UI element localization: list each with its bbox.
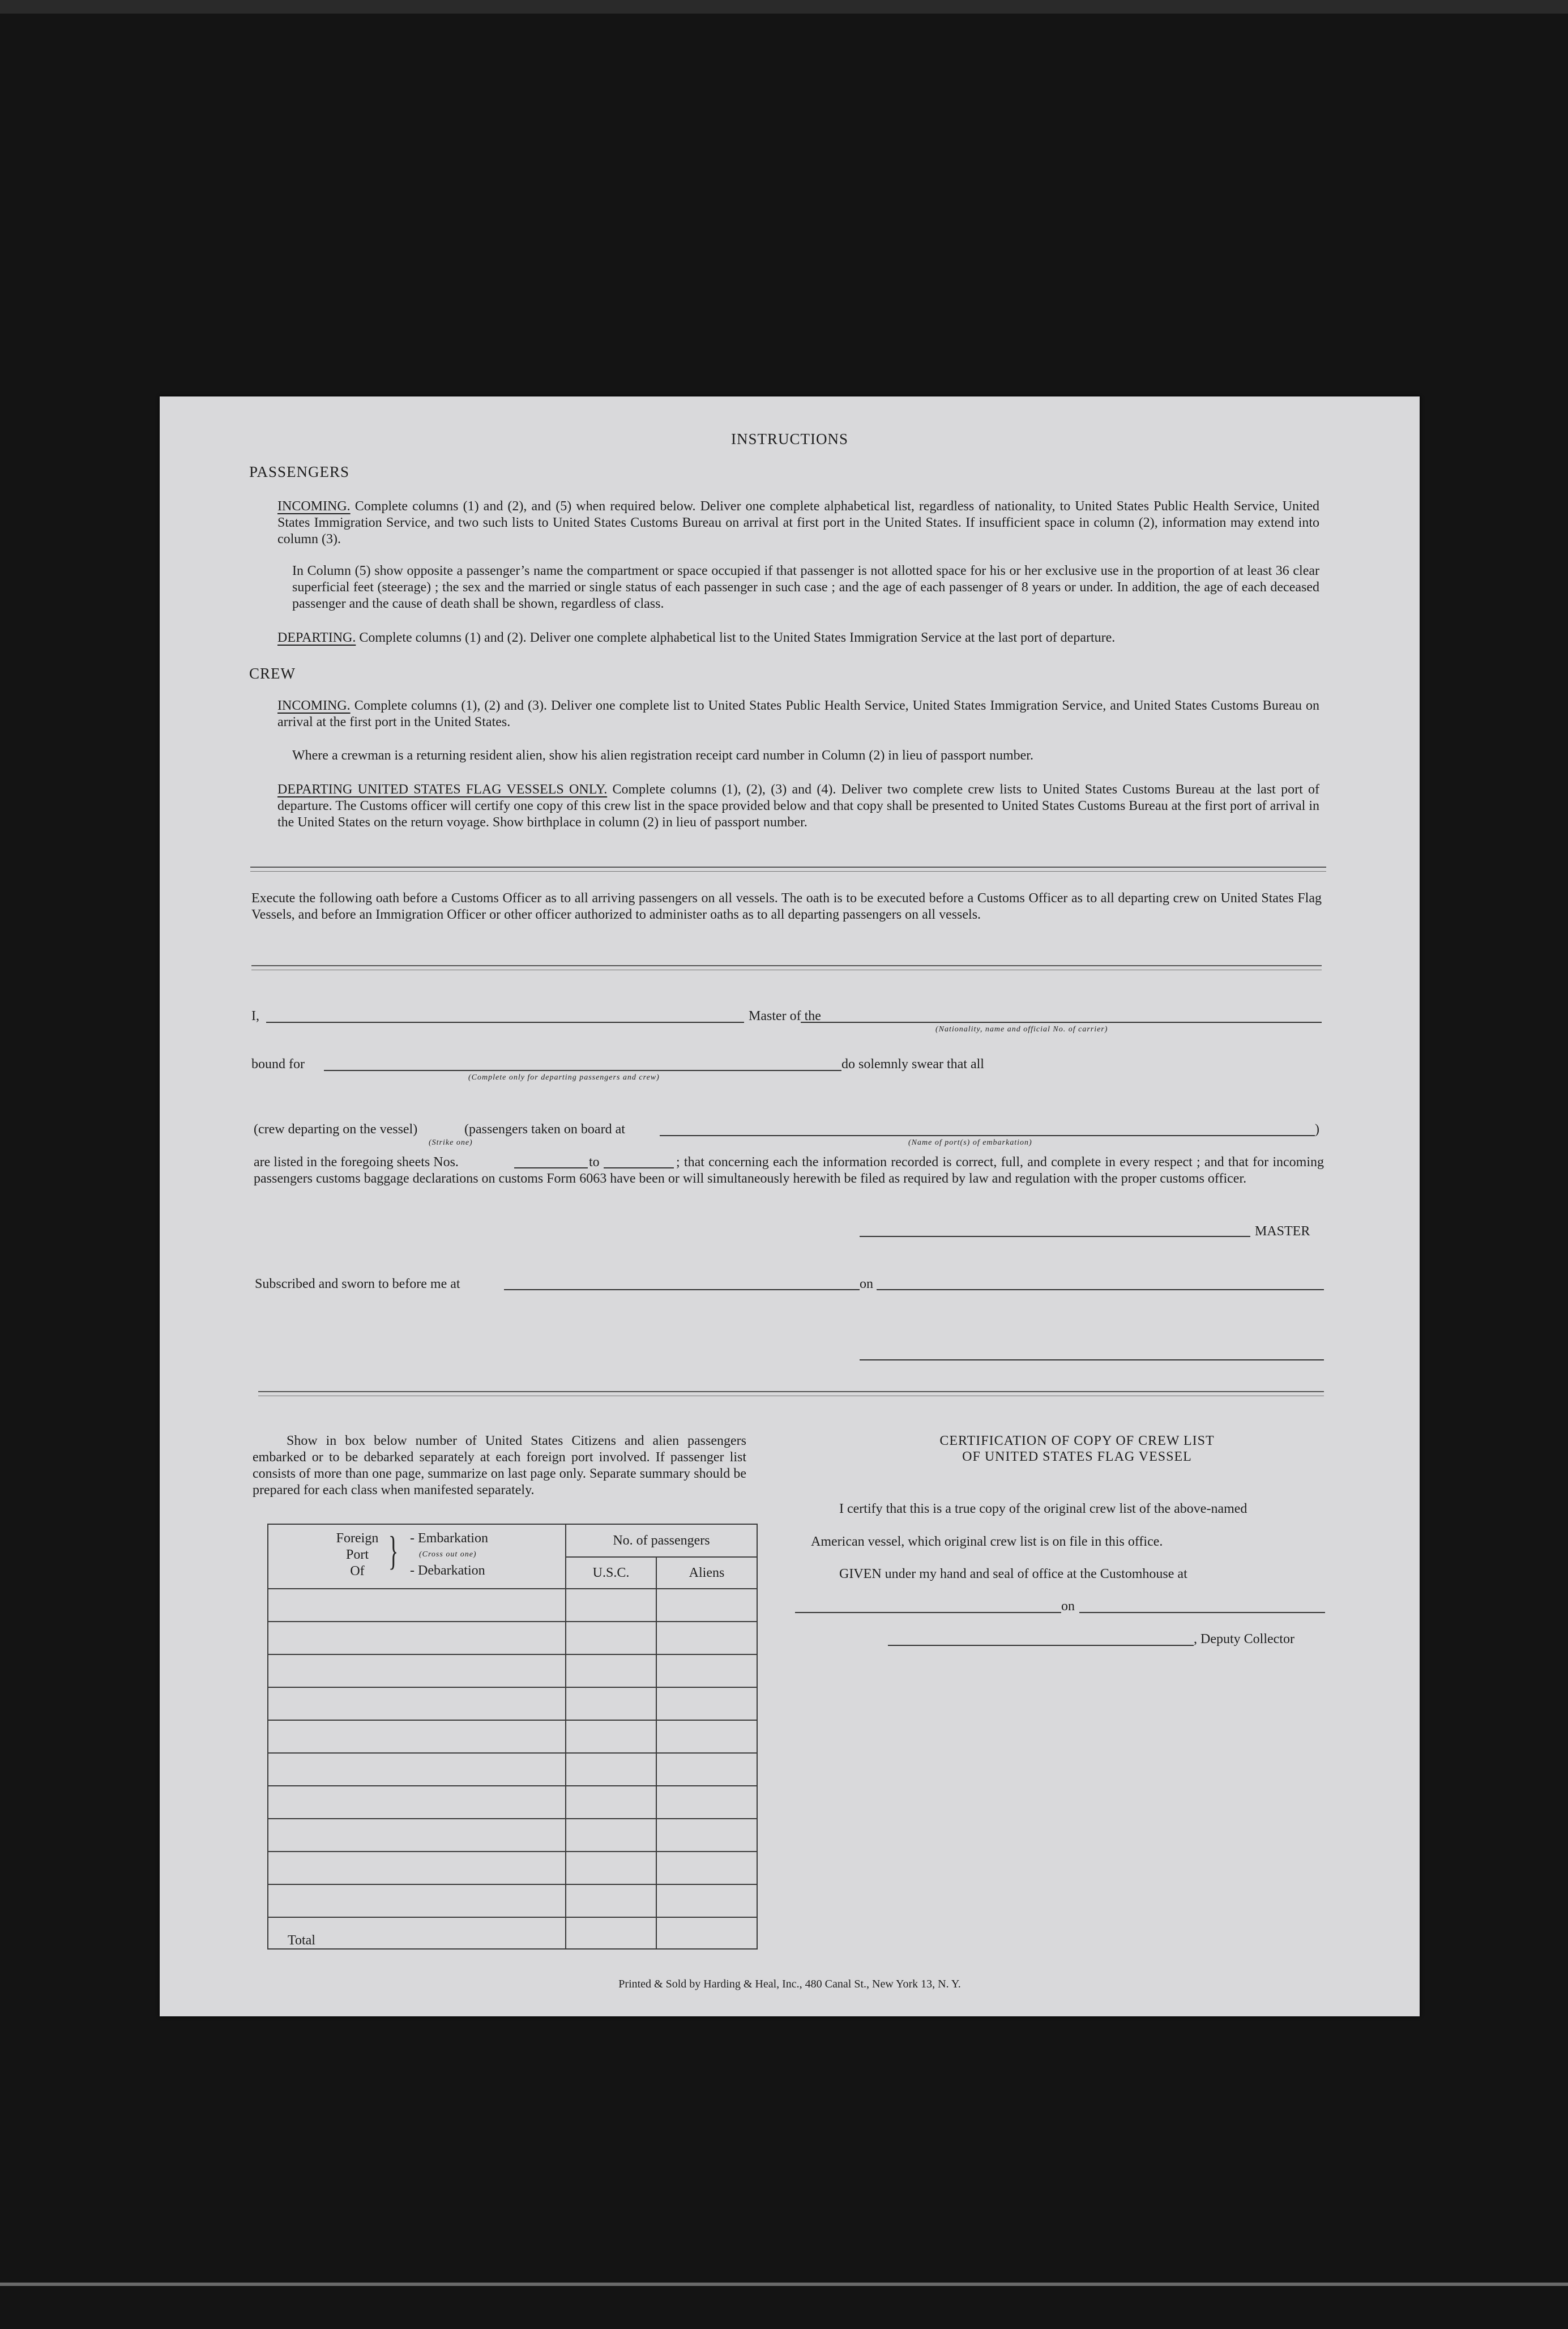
aliens-cell[interactable] xyxy=(656,1720,757,1753)
crew-incoming-label: INCOMING. xyxy=(277,698,351,713)
aliens-cell[interactable] xyxy=(656,1687,757,1720)
port-cell[interactable] xyxy=(268,1852,566,1884)
scan-border-line xyxy=(0,2283,1568,2286)
master-label: MASTER xyxy=(1255,1224,1310,1239)
crew-departing-option[interactable]: (crew departing on the vessel) xyxy=(254,1122,418,1137)
table-row xyxy=(268,1786,757,1819)
port-cell[interactable] xyxy=(268,1720,566,1753)
total-usc-cell[interactable] xyxy=(566,1917,656,1949)
port-cell[interactable] xyxy=(268,1622,566,1654)
table-row xyxy=(268,1753,757,1786)
usc-cell[interactable] xyxy=(566,1687,656,1720)
port-cell[interactable] xyxy=(268,1589,566,1622)
usc-cell[interactable] xyxy=(566,1786,656,1819)
certification-title-2: OF UNITED STATES FLAG VESSEL xyxy=(962,1449,1192,1464)
instructions-title: INSTRUCTIONS xyxy=(730,430,848,447)
passengers-incoming-paragraph xyxy=(277,498,1319,548)
passengers-incoming-label: INCOMING. xyxy=(277,499,351,514)
strike-one-note: (Strike one) xyxy=(429,1138,473,1147)
summary-instructions: Show in box below number of United States Citizens and alien passengers embarked or to be debarked separately at each foreign port involved. If passenger list consists of more than one page, summarize on last page only. Separate summary should be prepared for each class when manifested separately. xyxy=(253,1434,746,1498)
form-page xyxy=(160,396,1420,2016)
aliens-cell[interactable] xyxy=(656,1852,757,1884)
certification-line-3: GIVEN under my hand and seal of office at the Customhouse at xyxy=(839,1567,1187,1581)
to-word: to xyxy=(589,1155,600,1170)
aliens-cell[interactable] xyxy=(656,1622,757,1654)
usc-cell[interactable] xyxy=(566,1654,656,1687)
passengers-incoming-text: Complete columns (1) and (2), and (5) when required below. Deliver one complete alphabetical list, regardless of nationality, to United States Public Health Service, United States Immigration Service, and two such lists to United States Customs Bureau on arrival at first port in the United States. If insufficient space in column (2), information may extend into column (3). xyxy=(277,499,1319,547)
master-name-field[interactable] xyxy=(266,1022,744,1023)
customhouse-field[interactable] xyxy=(795,1612,1061,1613)
complete-only-note: (Complete only for departing passengers and crew) xyxy=(468,1073,660,1082)
aliens-cell[interactable] xyxy=(656,1654,757,1687)
crew-heading: CREW xyxy=(249,665,296,682)
deputy-signature-field[interactable] xyxy=(888,1645,1194,1646)
brace-icon: } xyxy=(388,1528,399,1573)
passengers-departing-paragraph xyxy=(277,630,1319,646)
total-label: Total xyxy=(268,1917,566,1949)
embarkation-option[interactable]: - Embarkation xyxy=(410,1531,488,1546)
port-header-cell xyxy=(268,1524,566,1589)
passengers-departing-label: DEPARTING. xyxy=(277,630,356,645)
crew-incoming-text: Complete columns (1), (2) and (3). Deliver one complete list to United States Public Health Service, United States Immigration Service, and United States Customs Bureau on arrival at the first port in the United States. xyxy=(277,698,1319,730)
aliens-cell[interactable] xyxy=(656,1753,757,1786)
usc-cell[interactable] xyxy=(566,1753,656,1786)
divider xyxy=(251,965,1322,966)
master-signature-field[interactable] xyxy=(860,1236,1250,1237)
passengers-heading: PASSENGERS xyxy=(249,463,350,480)
table-row xyxy=(268,1654,757,1687)
nationality-note: (Nationality, name and official No. of carrier) xyxy=(935,1025,1108,1034)
passengers-taken-option[interactable]: (passengers taken on board at xyxy=(464,1122,625,1137)
table-row xyxy=(268,1720,757,1753)
divider xyxy=(258,1391,1324,1392)
foreign-label: Foreign xyxy=(336,1531,379,1546)
usc-cell[interactable] xyxy=(566,1589,656,1622)
deputy-collector-label: , Deputy Collector xyxy=(1194,1632,1294,1646)
table-row xyxy=(268,1884,757,1917)
usc-cell[interactable] xyxy=(566,1622,656,1654)
subscribed-label: Subscribed and sworn to before me at xyxy=(255,1277,460,1291)
scan-border-top xyxy=(0,0,1568,14)
listed-prefix: are listed in the foregoing sheets Nos. xyxy=(254,1155,459,1170)
bound-for-label: bound for xyxy=(251,1057,305,1072)
aliens-cell[interactable] xyxy=(656,1819,757,1852)
aliens-cell[interactable] xyxy=(656,1786,757,1819)
table-row xyxy=(268,1622,757,1654)
table-row xyxy=(268,1852,757,1884)
crew-departing-paragraph xyxy=(277,782,1319,831)
ports-note: (Name of port(s) of embarkation) xyxy=(908,1138,1032,1147)
port-cell[interactable] xyxy=(268,1654,566,1687)
passengers-departing-text: Complete columns (1) and (2). Deliver one complete alphabetical list to the United States Immigration Service at the last port of departure. xyxy=(359,630,1116,645)
certification-line-2: American vessel, which original crew list is on file in this office. xyxy=(811,1534,1163,1549)
usc-cell[interactable] xyxy=(566,1852,656,1884)
sworn-on-word: on xyxy=(860,1277,873,1291)
do-solemnly-text: do solemnly swear that all xyxy=(841,1057,984,1072)
debarkation-option[interactable]: - Debarkation xyxy=(410,1563,485,1578)
port-label: Port xyxy=(345,1547,369,1562)
table-row xyxy=(268,1819,757,1852)
oath-intro: Execute the following oath before a Customs Officer as to all arriving passengers on all vessels. The oath is to be executed before a Customs Officer as to all departing crew on United States Flag Vessels, and before an Immigration Officer or other officer authorized to administer oaths as to all departing passengers on all vessels. xyxy=(251,891,1322,922)
divider xyxy=(250,867,1326,868)
closing-paren: ) xyxy=(1315,1122,1319,1137)
usc-cell[interactable] xyxy=(566,1819,656,1852)
port-cell[interactable] xyxy=(268,1884,566,1917)
aliens-cell[interactable] xyxy=(656,1589,757,1622)
divider xyxy=(250,871,1326,872)
printer-footer: Printed & Sold by Harding & Heal, Inc., 480 Canal St., New York 13, N. Y. xyxy=(618,1978,961,1990)
port-cell[interactable] xyxy=(268,1786,566,1819)
cross-out-note: (Cross out one) xyxy=(419,1550,477,1559)
no-of-passengers-header: No. of passengers xyxy=(566,1524,757,1557)
crew-incoming-paragraph xyxy=(277,698,1319,731)
table-row xyxy=(268,1687,757,1720)
usc-cell[interactable] xyxy=(566,1884,656,1917)
carrier-field[interactable] xyxy=(801,1022,1322,1023)
table-row xyxy=(268,1589,757,1622)
certification-date-field[interactable] xyxy=(1079,1612,1325,1613)
sworn-at-field[interactable] xyxy=(504,1289,860,1290)
crew-departing-label: DEPARTING UNITED STATES FLAG VESSELS ONLY. xyxy=(277,782,608,797)
listed-text: ; that concerning each the information recorded is correct, full, and complete in every respect ; and that for incoming passengers customs baggage declarations on customs Form 6063 have been or will simultaneously herewith be filed as required by law and regulation with the proper customs officer. xyxy=(254,1155,1324,1186)
usc-header: U.S.C. xyxy=(566,1557,656,1589)
oath-i-label: I, xyxy=(251,1009,259,1023)
certification-line-1: I certify that this is a true copy of the original crew list of the above-named xyxy=(839,1502,1247,1516)
aliens-header: Aliens xyxy=(656,1557,757,1589)
passenger-summary-table xyxy=(267,1524,758,1950)
crew-departing-text: Complete columns (1), (2), (3) and (4). Deliver two complete crew lists to United States Customs Bureau at the last port of departure. The Customs officer will certify one copy of this crew list in the space provided below and that copy shall be presented to United States Customs Bureau at the first port of arrival in the United States on the return voyage. Show birthplace in column (2) in lieu of passport number. xyxy=(277,782,1319,830)
bound-for-field[interactable] xyxy=(324,1070,841,1071)
port-cell[interactable] xyxy=(268,1819,566,1852)
port-cell[interactable] xyxy=(268,1753,566,1786)
crew-resident-paragraph: Where a crewman is a returning resident alien, show his alien registration receipt card number in Column (2) in lieu of passport number. xyxy=(292,748,1033,763)
master-of-the-label: Master of the xyxy=(749,1009,821,1023)
sworn-date-field[interactable] xyxy=(877,1289,1324,1290)
ports-of-embarkation-field[interactable] xyxy=(660,1135,1315,1136)
certification-title-1: CERTIFICATION OF COPY OF CREW LIST xyxy=(939,1434,1215,1448)
port-cell[interactable] xyxy=(268,1687,566,1720)
of-label: Of xyxy=(350,1564,365,1579)
certification-on-word: on xyxy=(1061,1599,1075,1614)
total-aliens-cell[interactable] xyxy=(656,1917,757,1949)
aliens-cell[interactable] xyxy=(656,1884,757,1917)
passengers-column5-paragraph: In Column (5) show opposite a passenger’s name the compartment or space occupied if that passenger is not allotted space for his or her exclusive use in the proportion of at least 36 clear superficial feet (steerage) ; the sex and the married or single status of each passenger in such case ; and the age of each passenger of 8 years or under. In addition, the age of each deceased passenger and the cause of death shall be shown, regardless of class. xyxy=(292,564,1319,611)
usc-cell[interactable] xyxy=(566,1720,656,1753)
officer-signature-field[interactable] xyxy=(860,1359,1324,1360)
